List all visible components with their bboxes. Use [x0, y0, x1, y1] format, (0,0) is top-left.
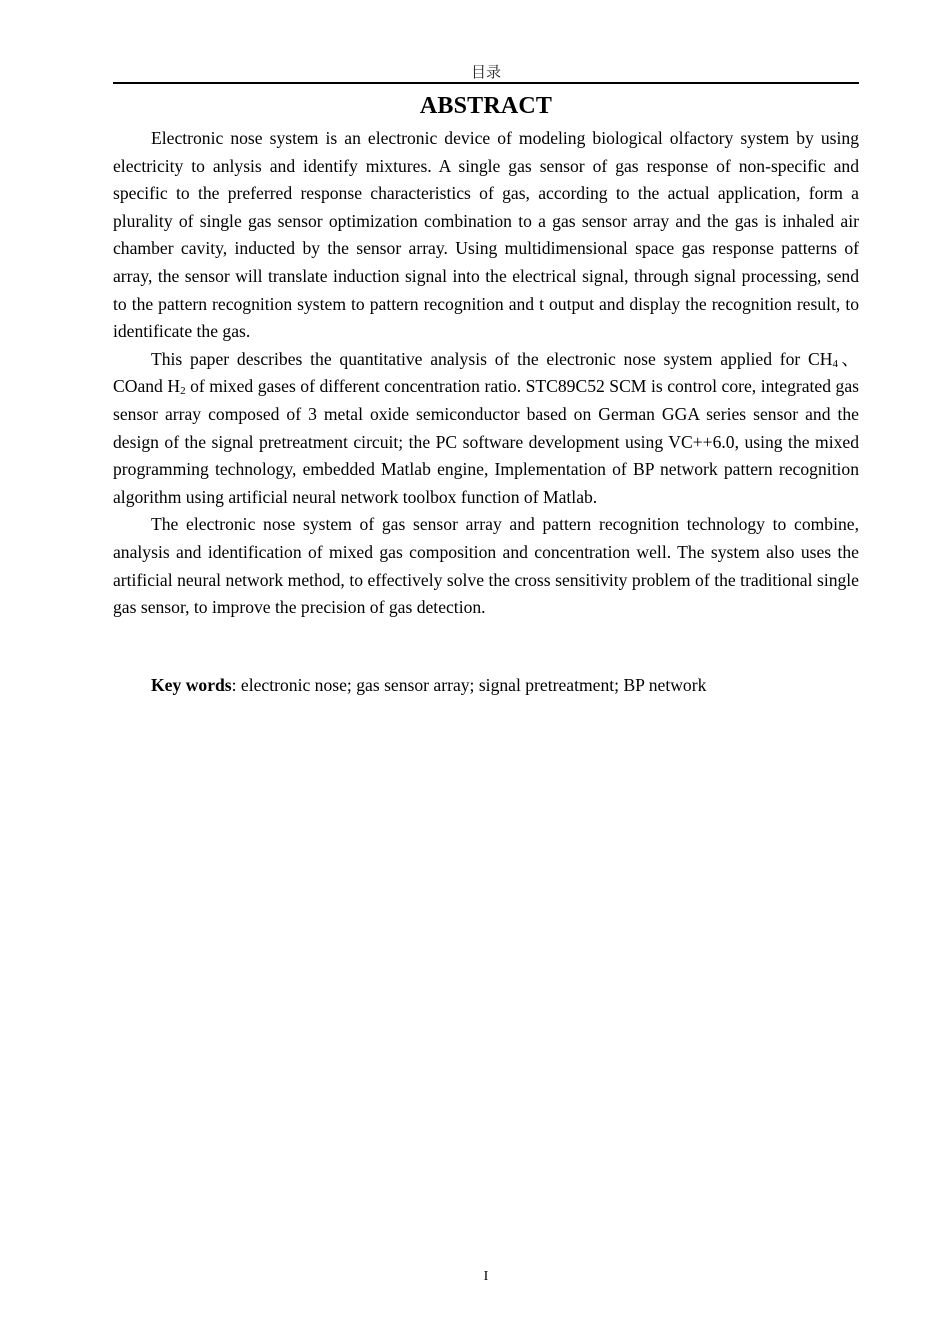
page-number: I [483, 1269, 489, 1284]
abstract-paragraph-2 [113, 346, 859, 512]
keywords-line [113, 672, 859, 700]
h2-subscript: 2 [180, 385, 186, 398]
header-rule [113, 82, 859, 84]
paragraph-2-lead: This paper describes the quantitative analysis of the electronic nose system applied for CH [151, 348, 833, 369]
abstract-body [113, 125, 859, 622]
paragraph-2-rest: of mixed gases of different concentration ratio. STC89C52 SCM is control core, integrated gas sensor array composed of 3 metal oxide semiconductor based on German GGA series sensor and the design of the signal pretreatment circuit; the PC software development using VC++6.0, using the mixed programming technology, embedded Matlab engine, Implementation of BP network pattern recognition algorithm using artificial neural network toolbox function of Matlab. [113, 376, 859, 507]
paragraph-2-mid: 、 COand H [113, 348, 859, 397]
abstract-title: ABSTRACT [419, 93, 553, 119]
ch4-subscript: 4 [832, 357, 839, 370]
keywords-text: : electronic nose; gas sensor array; signal pretreatment; BP network [231, 675, 707, 695]
keywords-label: Key words [151, 675, 232, 695]
abstract-paragraph-3: The electronic nose system of gas sensor array and pattern recognition technology to combine, analysis and identification of mixed gas composition and concentration well. The system also uses the artificial neural network method, to effectively solve the cross sensitivity problem of the traditional single gas sensor, to improve the precision of gas detection. [113, 514, 859, 618]
running-header: 目录 [470, 65, 501, 81]
abstract-paragraph-1: Electronic nose system is an electronic device of modeling biological olfactory system by using electricity to anlysis and identify mixtures. A single gas sensor of gas response of non-specific and specific to the preferred response characteristics of gas, according to the actual application, form a plurality of single gas sensor optimization combination to a gas sensor array and the gas is inhaled air chamber cavity, inducted by the sensor array. Using multidimensional space gas response patterns of array, the sensor will translate induction signal into the electrical signal, through signal processing, send to the pattern recognition system to pattern recognition and t output and display the recognition result, to identificate the gas. [113, 128, 859, 342]
